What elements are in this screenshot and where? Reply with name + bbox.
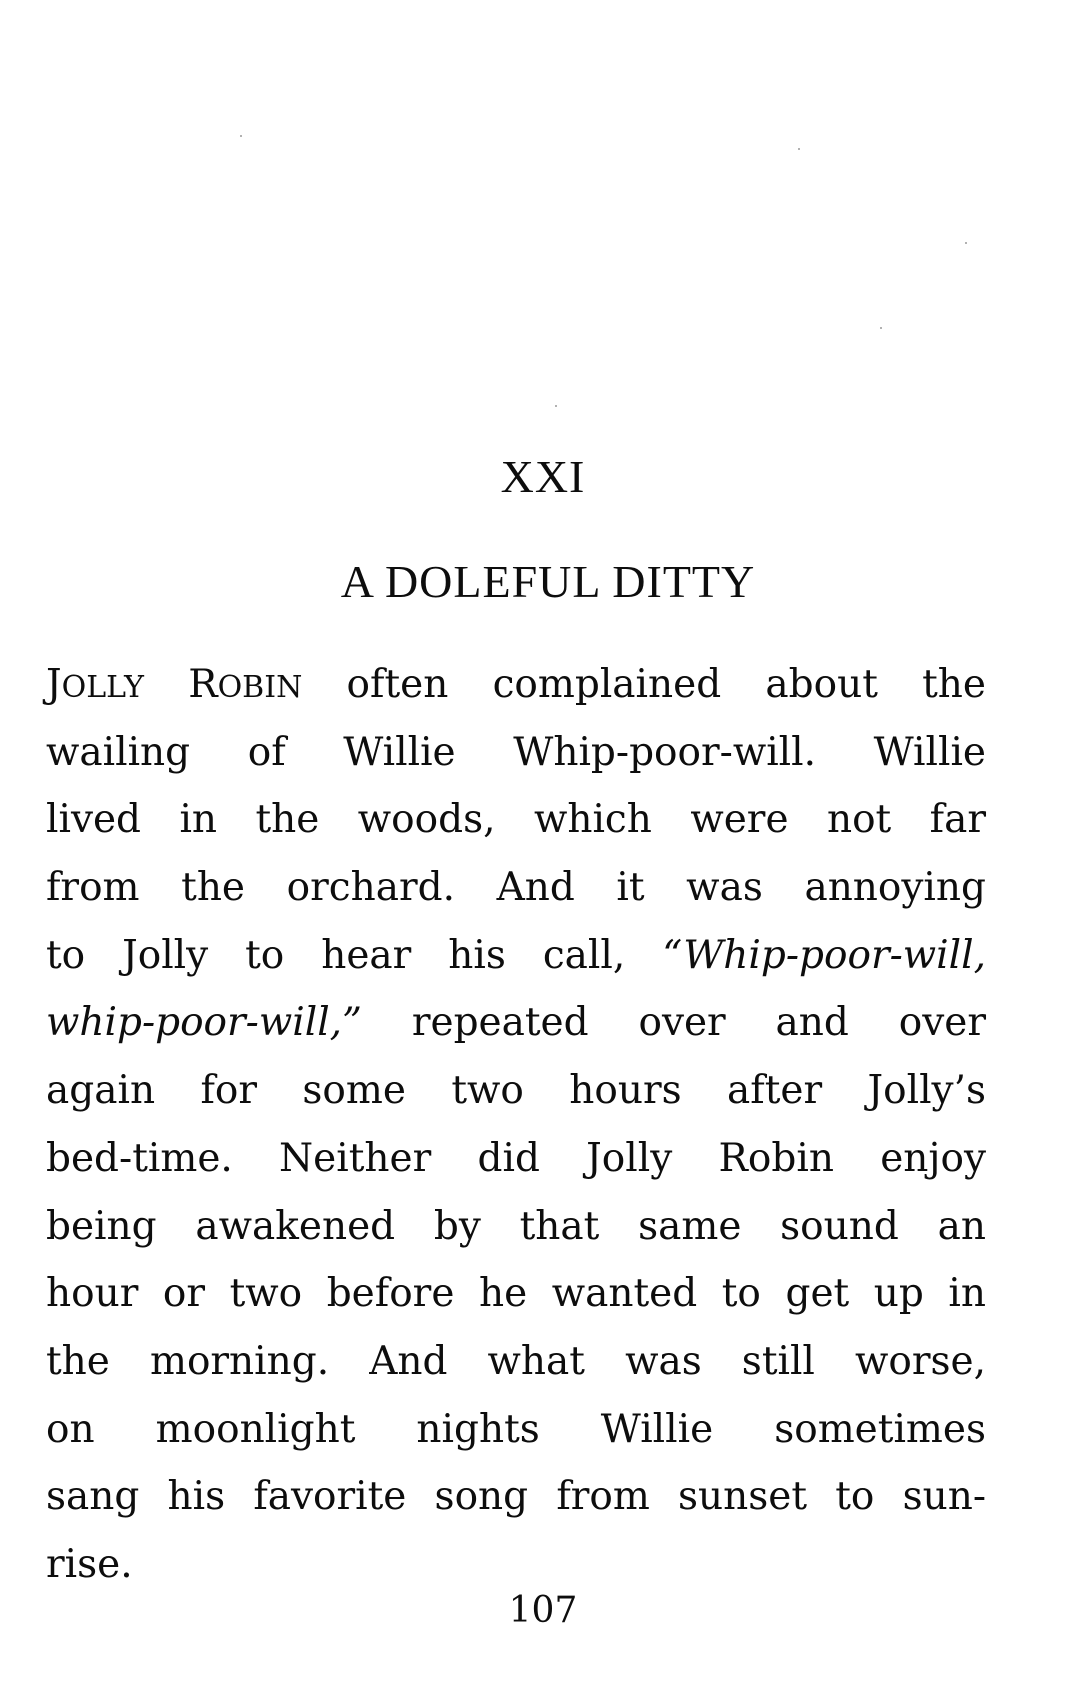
text-line: JOLLY ROBIN often complained about the	[46, 662, 986, 707]
paragraph	[46, 651, 986, 1599]
character-name-jolly-robin: JOLLY ROBIN	[46, 662, 303, 707]
text-line: on moonlight nights Willie sometimes	[46, 1406, 986, 1452]
page-number: 107	[508, 1590, 578, 1631]
text-line: again for some two hours after Jolly’s	[46, 1068, 986, 1114]
text-line: from the orchard. And it was annoying	[46, 865, 986, 911]
text-line: being awakened by that same sound an	[46, 1203, 986, 1249]
italic-quote: “Whip-poor-will,	[662, 932, 986, 978]
chapter-number: XXI	[500, 451, 586, 502]
chapter-title: A DOLEFUL DITTY	[340, 556, 756, 607]
scan-speck	[555, 405, 557, 407]
italic-quote: whip-poor-will,”	[46, 1000, 362, 1046]
text-line: wailing of Willie Whip-poor-will. Willie	[46, 729, 986, 775]
text-line: lived in the woods, which were not far	[46, 797, 986, 843]
text-line: to Jolly to hear his call, “Whip-poor-will,	[46, 932, 986, 978]
text-line: hour or two before he wanted to get up in	[46, 1271, 986, 1317]
scan-speck	[240, 135, 242, 137]
scan-speck	[798, 148, 800, 150]
text-line: rise.	[46, 1541, 133, 1587]
scan-speck	[880, 327, 882, 329]
text-line: bed-time. Neither did Jolly Robin enjoy	[46, 1135, 986, 1181]
text-line: sang his favorite song from sunset to sun-	[46, 1474, 986, 1520]
text-line: the morning. And what was still worse,	[46, 1338, 986, 1384]
scan-speck	[965, 242, 967, 244]
text-line: whip-poor-will,” repeated over and over	[46, 1000, 986, 1046]
